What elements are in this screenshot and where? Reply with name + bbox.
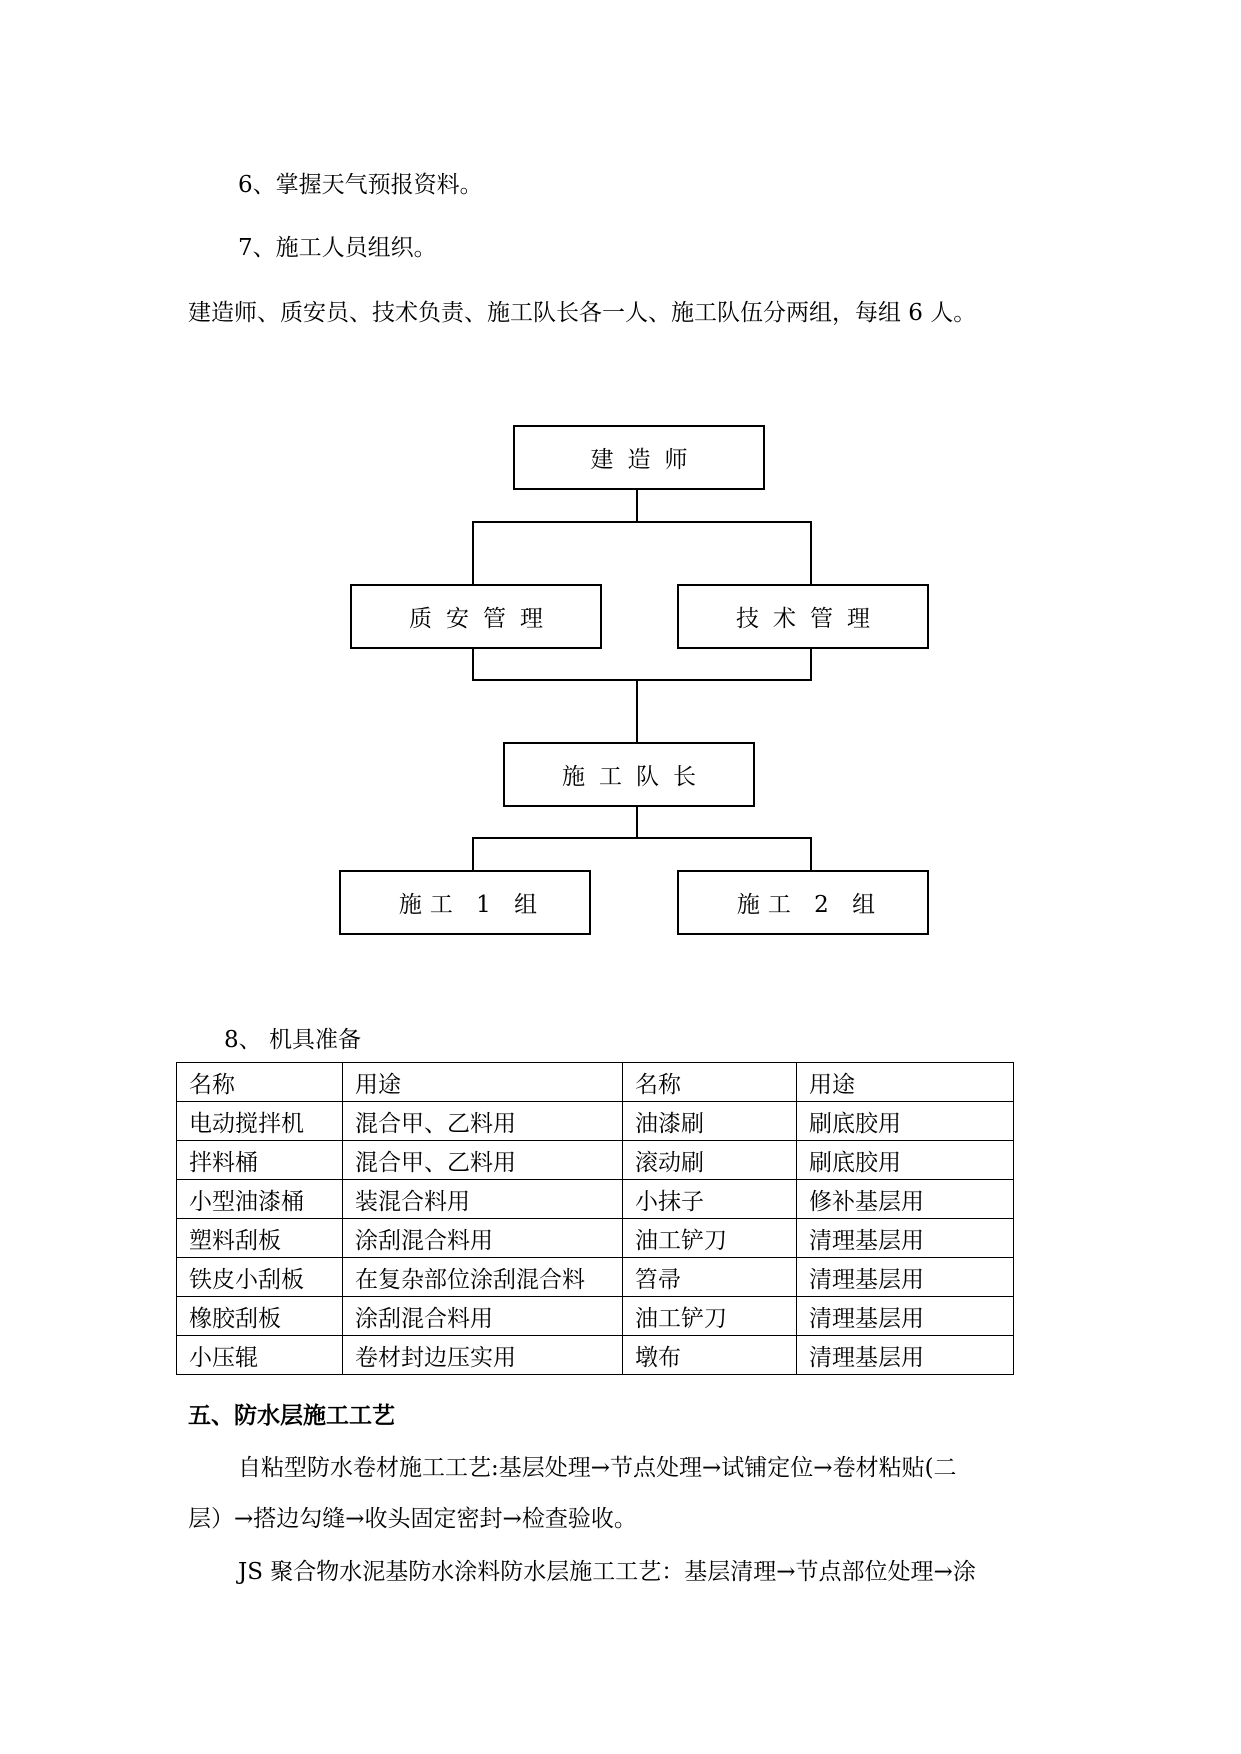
table-header-row: [177, 1063, 1014, 1102]
org-box-group-1: [339, 870, 591, 935]
connector-captain-down: [636, 806, 638, 838]
header-cell: 名称: [623, 1063, 797, 1102]
item-7: 7、施工人员组织。: [238, 235, 437, 261]
connector-group2-up: [810, 837, 812, 872]
org-box-architect: [513, 425, 765, 490]
table-row: [177, 1180, 1014, 1219]
table-cell: 清理基层用: [797, 1336, 1014, 1375]
header-cell: 用途: [343, 1063, 623, 1102]
header-cell: 用途: [797, 1063, 1014, 1102]
table-cell: 清理基层用: [797, 1219, 1014, 1258]
table-cell: 油漆刷: [623, 1102, 797, 1141]
table-cell: 小抹子: [623, 1180, 797, 1219]
table-cell: 涂刮混合料用: [343, 1219, 623, 1258]
item-8: 8、 机具准备: [224, 1027, 361, 1053]
org-box-technical-label: 技术管理: [736, 606, 884, 632]
table-cell: 油工铲刀: [623, 1219, 797, 1258]
table-cell: 刷底胶用: [797, 1141, 1014, 1180]
table-cell: 拌料桶: [177, 1141, 343, 1180]
org-box-group-1-label: 施工 1 组: [398, 892, 546, 918]
org-box-captain: [503, 742, 755, 807]
table-cell: 修补基层用: [797, 1180, 1014, 1219]
connector-to-captain: [636, 679, 638, 744]
table-cell: 电动搅拌机: [177, 1102, 343, 1141]
table-cell: 铁皮小刮板: [177, 1258, 343, 1297]
table-row: [177, 1336, 1014, 1375]
table-cell: 装混合料用: [343, 1180, 623, 1219]
table-row: [177, 1102, 1014, 1141]
org-box-architect-label: 建造师: [590, 447, 702, 473]
section-heading: 五、防水层施工工艺: [188, 1403, 395, 1429]
org-box-captain-label: 施工队长: [562, 764, 710, 790]
table-cell: 小型油漆桶: [177, 1180, 343, 1219]
table-row: [177, 1141, 1014, 1180]
connector-group-branch: [472, 837, 812, 839]
table-cell: 油工铲刀: [623, 1297, 797, 1336]
connector-left-mid-up: [472, 521, 474, 586]
org-box-technical: [677, 584, 929, 649]
table-cell: 在复杂部位涂刮混合料: [343, 1258, 623, 1297]
org-box-group-2-label: 施工 2 组: [736, 892, 884, 918]
header-cell: 名称: [177, 1063, 343, 1102]
connector-group1-up: [472, 837, 474, 872]
table-cell: 小压辊: [177, 1336, 343, 1375]
connector-left-mid-down: [472, 648, 474, 680]
table-cell: 混合甲、乙料用: [343, 1141, 623, 1180]
table-cell: 笤帚: [623, 1258, 797, 1297]
table-cell: 清理基层用: [797, 1258, 1014, 1297]
table-cell: 卷材封边压实用: [343, 1336, 623, 1375]
connector-mid-merge: [472, 679, 812, 681]
table-cell: 刷底胶用: [797, 1102, 1014, 1141]
table-row: [177, 1258, 1014, 1297]
table-row: [177, 1297, 1014, 1336]
process-1-line-1: 自粘型防水卷材施工工艺:基层处理→节点处理→试铺定位→卷材粘贴(二: [238, 1455, 957, 1481]
table-cell: 清理基层用: [797, 1297, 1014, 1336]
process-1-line-2: 层）→搭边勾缝→收头固定密封→检查验收。: [188, 1506, 637, 1532]
connector-right-mid-down: [810, 648, 812, 680]
table-cell: 混合甲、乙料用: [343, 1102, 623, 1141]
table-row: [177, 1219, 1014, 1258]
table-cell: 墩布: [623, 1336, 797, 1375]
item-6: 6、掌握天气预报资料。: [238, 172, 483, 198]
staff-description: 建造师、质安员、技术负责、施工队长各一人、施工队伍分两组，每组 6 人。: [188, 300, 977, 326]
process-2-line-1: JS 聚合物水泥基防水涂料防水层施工工艺：基层清理→节点部位处理→涂: [238, 1559, 976, 1585]
org-box-quality-safety: [350, 584, 602, 649]
connector-top-branch: [472, 521, 812, 523]
org-box-quality-safety-label: 质安管理: [409, 606, 557, 632]
table-cell: 涂刮混合料用: [343, 1297, 623, 1336]
connector-right-mid-up: [810, 521, 812, 586]
tools-table: [176, 1062, 1014, 1375]
connector-top-down: [636, 490, 638, 522]
table-cell: 橡胶刮板: [177, 1297, 343, 1336]
table-cell: 滚动刷: [623, 1141, 797, 1180]
org-box-group-2: [677, 870, 929, 935]
table-cell: 塑料刮板: [177, 1219, 343, 1258]
